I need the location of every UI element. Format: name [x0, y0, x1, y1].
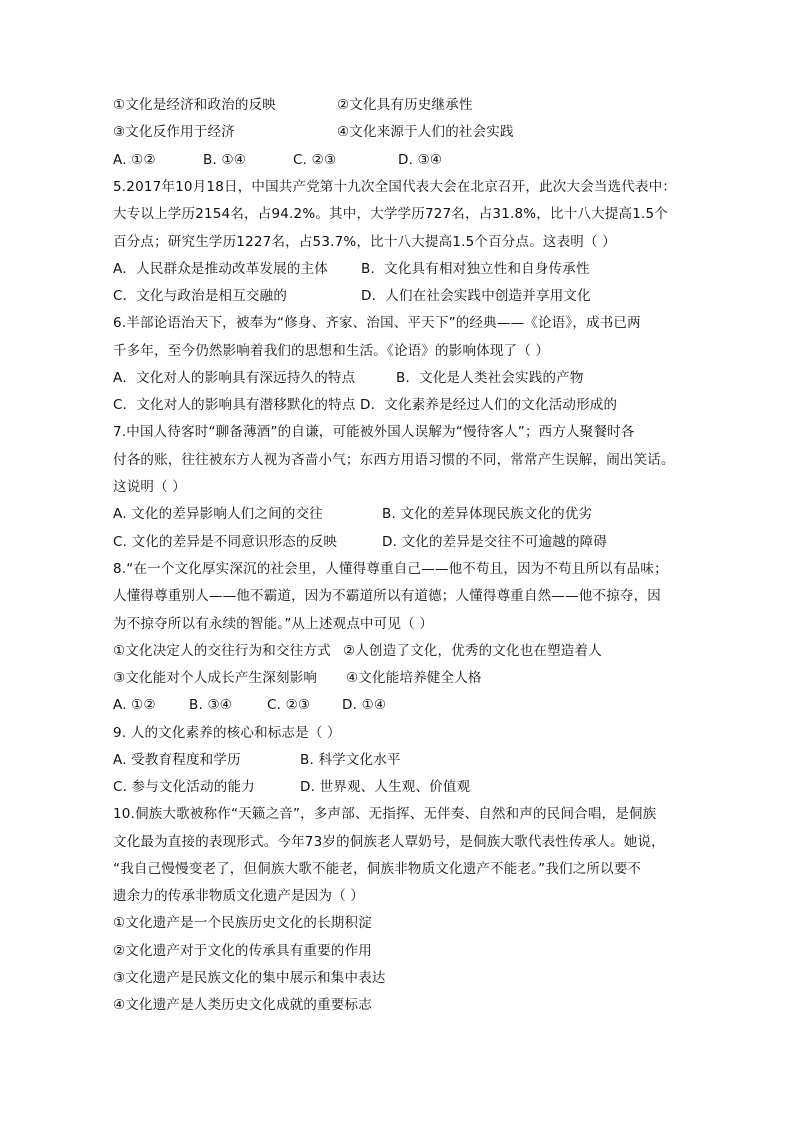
option-b: B. 科学文化水平: [300, 752, 401, 768]
question-5-line: 百分点；研究生学历1227名，占53.7%，比十八大提高1.5个百分点。这表明（ ）: [113, 234, 616, 250]
answer-row: [113, 505, 593, 523]
statement-3: ③文化遗产是民族文化的集中展示和集中表达: [113, 970, 386, 986]
answer-row: [113, 396, 618, 414]
option-d: D．文化素养是经过人们的文化活动形成的: [360, 397, 618, 413]
option-c: C. 参与文化活动的能力: [113, 779, 255, 795]
option-c: C. ②③: [293, 152, 337, 168]
option-b: B. ③④: [189, 697, 233, 713]
question-6-line: 千多年，至今仍然影响着我们的思想和生活。《论语》的影响体现了（ ）: [113, 343, 550, 359]
statement-row: [113, 669, 482, 687]
statement-1: ①文化是经济和政治的反映: [113, 97, 277, 113]
option-a: A. 文化的差异影响人们之间的交往: [113, 506, 323, 522]
question-5-line: 大专以上学历2154名，占94.2%。其中，大学学历727名，占31.8%，比十八大提高1.5个: [113, 206, 668, 222]
question-7-line: 这说明（ ）: [113, 479, 186, 495]
option-d: D. ①④: [342, 697, 387, 713]
statement-2: ②文化具有历史继承性: [337, 97, 473, 113]
option-d: D. 文化的差异是交往不可逾越的障碍: [382, 534, 608, 550]
option-d: D. ③④: [398, 152, 443, 168]
statement-row: [113, 642, 602, 660]
option-b: B．文化是人类社会实践的产物: [396, 370, 584, 386]
option-b: B．文化具有相对独立性和自身传承性: [361, 261, 590, 277]
question-10-line: 遗余力的传承非物质文化遗产是因为（ ）: [113, 888, 365, 904]
option-d: D．人们在社会实践中创造并享用文化: [361, 288, 591, 304]
statement-4: ④文化来源于人们的社会实践: [337, 124, 514, 140]
option-b: B. ①④: [203, 152, 247, 168]
option-c: C．文化与政治是相互交融的: [113, 288, 288, 304]
question-7-line: 付各的账，往往被东方人视为吝啬小气；东西方用语习惯的不同，常常产生误解，闹出笑话。: [113, 452, 675, 468]
answer-row: [113, 778, 471, 796]
option-a: A．人民群众是推动改革发展的主体: [113, 261, 328, 277]
option-c: C．文化对人的影响具有潜移默化的特点: [113, 397, 356, 413]
question-8-line: 8.“在一个文化厚实深沉的社会里，人懂得尊重自己——他不苟且，因为不苟且所以有品味；: [113, 561, 668, 577]
answer-row: [113, 751, 401, 769]
answer-row: [113, 696, 387, 714]
statement-row: [113, 96, 473, 114]
question-10-line: 10.侗族大歌被称作“天籁之音”，多声部、无指挥、无伴奏、自然和声的民间合唱，是侗族: [113, 806, 657, 822]
question-10-line: “我自己慢慢变老了，但侗族大歌不能老，侗族非物质文化遗产不能老。”我们之所以要不: [113, 861, 642, 877]
option-b: B. 文化的差异体现民族文化的优劣: [382, 506, 593, 522]
answer-row: [113, 151, 443, 169]
statement-3: ③文化反作用于经济: [113, 124, 235, 140]
question-6-line: 6.半部论语治天下，被奉为“修身、齐家、治国、平天下”的经典——《论语》，成书已两: [113, 315, 641, 331]
option-d: D. 世界观、人生观、价值观: [300, 779, 471, 795]
answer-row: [113, 369, 584, 387]
statement-1: ①文化遗产是一个民族历史文化的长期积淀: [113, 915, 372, 931]
option-a: A. ①②: [113, 697, 156, 713]
statement-row: [113, 123, 514, 141]
answer-row: [113, 287, 591, 305]
statement-1: ①文化决定人的交往行为和交往方式: [113, 643, 331, 659]
option-c: C. 文化的差异是不同意识形态的反映: [113, 534, 338, 550]
question-8-line: 人懂得尊重别人——他不霸道，因为不霸道所以有道德；人懂得尊重自然——他不掠夺，因: [113, 588, 661, 604]
option-a: A. 受教育程度和学历: [113, 752, 241, 768]
statement-2: ②人创造了文化，优秀的文化也在塑造着人: [343, 643, 602, 659]
option-a: A．文化对人的影响具有深远持久的特点: [113, 370, 356, 386]
question-5-line: 5.2017年10月18日，中国共产党第十九次全国代表大会在北京召开，此次大会当选代表中：: [113, 179, 677, 195]
answer-row: [113, 533, 608, 551]
statement-4: ④文化能培养健全人格: [346, 670, 482, 686]
question-9-line: 9. 人的文化素养的核心和标志是（ ）: [113, 725, 341, 741]
question-10-line: 文化最为直接的表现形式。今年73岁的侗族老人覃奶号，是侗族大歌代表性传承人。她说，: [113, 834, 665, 850]
statement-4: ④文化遗产是人类历史文化成就的重要标志: [113, 997, 372, 1013]
answer-row: [113, 260, 590, 278]
option-c: C. ②③: [267, 697, 311, 713]
question-8-line: 为不掠夺所以有永续的智能。”从上述观点中可见（ ）: [113, 616, 434, 632]
option-a: A. ①②: [113, 152, 156, 168]
statement-3: ③文化能对个人成长产生深刻影响: [113, 670, 318, 686]
question-7-line: 7.中国人待客时“聊备薄酒”的自谦，可能被外国人误解为“慢待客人”；西方人聚餐时各: [113, 424, 635, 440]
statement-2: ②文化遗产对于文化的传承具有重要的作用: [113, 943, 372, 959]
